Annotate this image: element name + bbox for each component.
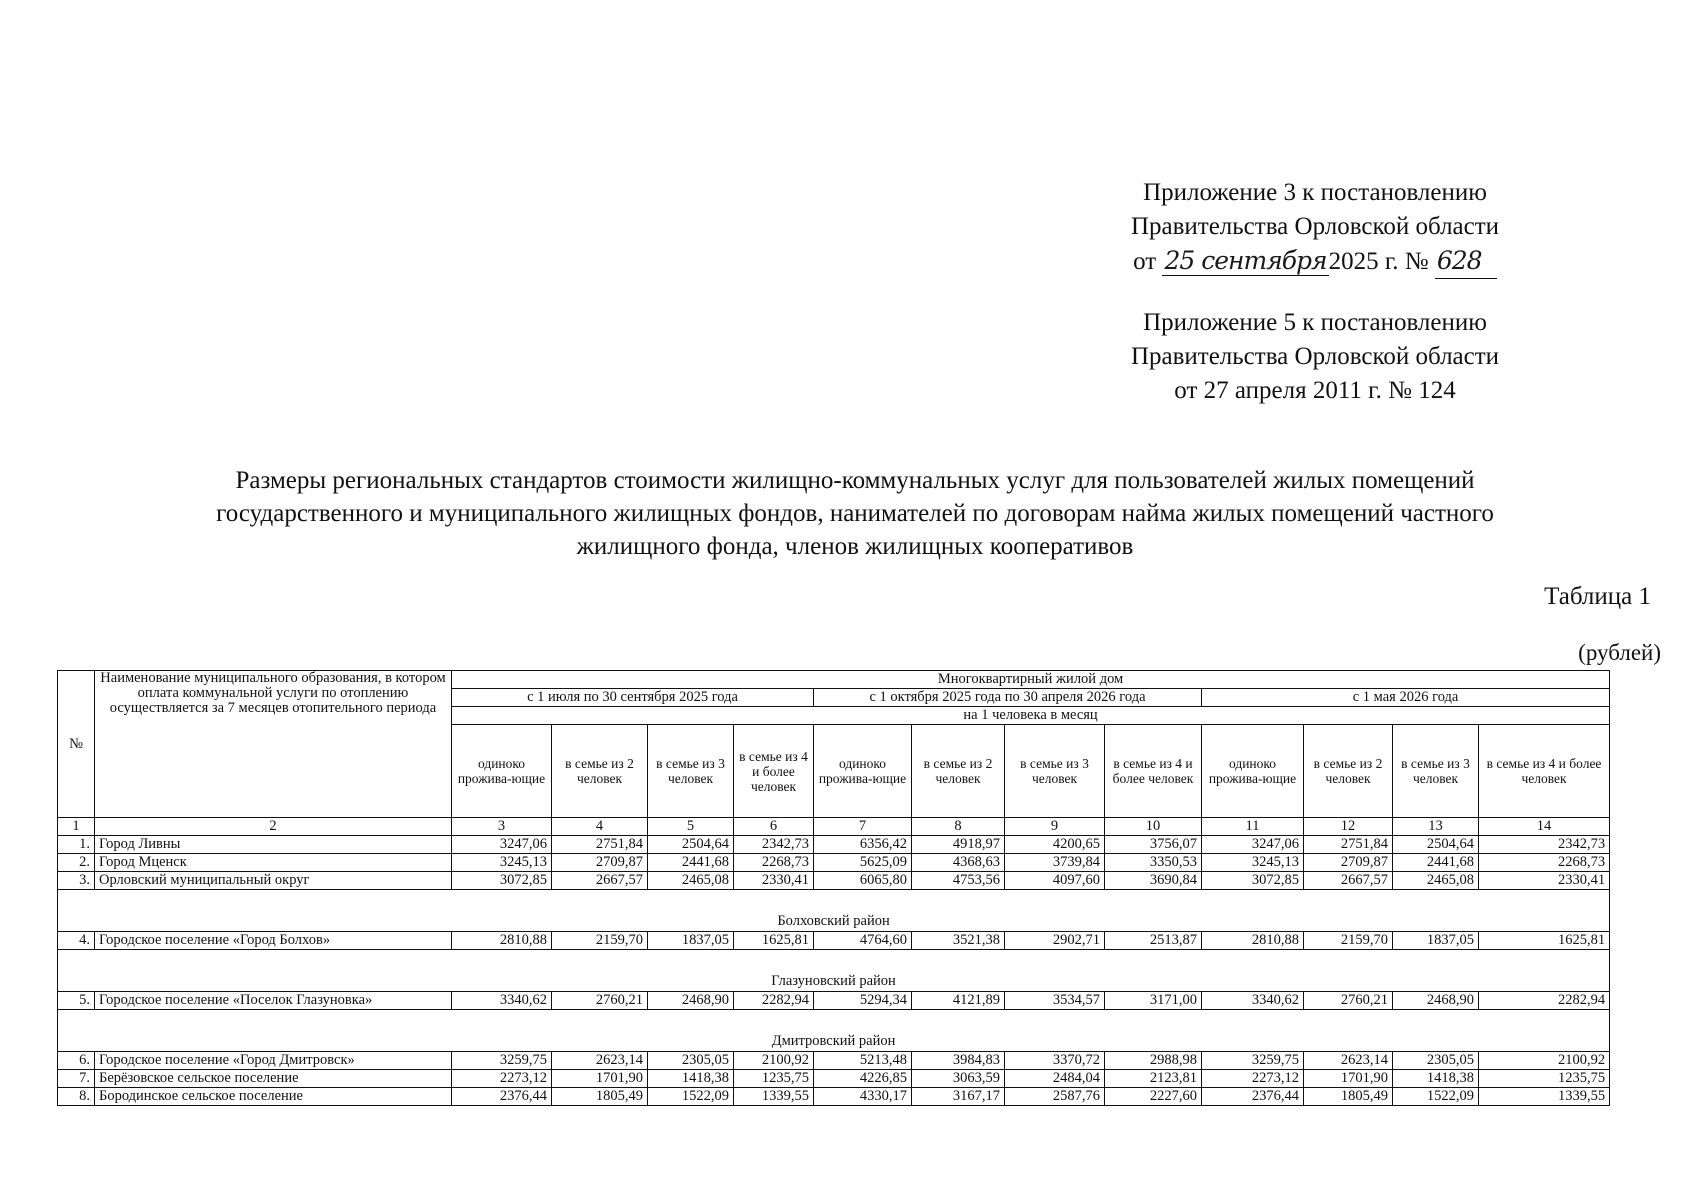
cost-value: 2268,73 (734, 854, 814, 872)
table-label: Таблица 1 (1544, 583, 1651, 610)
cost-value: 2623,14 (1304, 1052, 1393, 1070)
cost-value: 2305,05 (1393, 1052, 1479, 1070)
handwritten-number: 628 (1435, 244, 1497, 279)
cost-value: 1235,75 (1479, 1070, 1610, 1088)
cost-value: 3072,85 (1202, 872, 1304, 890)
cost-value: 2465,08 (648, 872, 734, 890)
cost-value: 1418,38 (1393, 1070, 1479, 1088)
subcolumn-header: в семье из 2 человек (1304, 725, 1393, 818)
cost-value: 1837,05 (1393, 932, 1479, 950)
cost-value: 5294,34 (814, 992, 912, 1010)
cost-value: 2810,88 (1202, 932, 1304, 950)
cost-value: 3245,13 (452, 854, 552, 872)
table-row (58, 1070, 1610, 1088)
handwritten-date: 25 сентября (1164, 246, 1327, 275)
cost-value: 1235,75 (734, 1070, 814, 1088)
cost-value: 2282,94 (734, 992, 814, 1010)
header-period-2: с 1 октября 2025 года по 30 апреля 2026 года (814, 689, 1202, 707)
standards-table (57, 670, 1610, 1106)
subcolumn-header: в семье из 2 человек (912, 725, 1005, 818)
cost-value: 3984,83 (912, 1052, 1005, 1070)
cost-value: 3245,13 (1202, 854, 1304, 872)
cost-value: 2810,88 (452, 932, 552, 950)
cost-value: 3534,57 (1005, 992, 1105, 1010)
cost-value: 3259,75 (1202, 1052, 1304, 1070)
cost-value: 2760,21 (552, 992, 648, 1010)
cost-value: 4330,17 (814, 1088, 912, 1106)
district-header-row (58, 950, 1610, 992)
subcolumn-header: в семье из 4 и более человек (1105, 725, 1202, 818)
table-row (58, 872, 1610, 890)
municipality-name: Городское поселение «Поселок Глазуновка» (95, 992, 452, 1010)
row-number: 2. (58, 854, 95, 872)
column-number: 6 (734, 818, 814, 836)
cost-value: 2342,73 (1479, 836, 1610, 854)
cost-value: 1701,90 (552, 1070, 648, 1088)
column-number: 10 (1105, 818, 1202, 836)
subcolumn-header: в семье из 4 и более человек (1479, 725, 1610, 818)
cost-value: 2273,12 (1202, 1070, 1304, 1088)
date-prefix: от (1133, 248, 1157, 275)
cost-value: 1837,05 (648, 932, 734, 950)
cost-value: 1339,55 (734, 1088, 814, 1106)
cost-value: 2902,71 (1005, 932, 1105, 950)
cost-value: 1805,49 (1304, 1088, 1393, 1106)
table-row (58, 1052, 1610, 1070)
cost-value: 4368,63 (912, 854, 1005, 872)
title-line1: Размеры региональных стандартов стоимости жилищно-коммунальных услуг для пользователей жилых помещений (235, 467, 1475, 494)
cost-value: 6356,42 (814, 836, 912, 854)
cost-value: 4226,85 (814, 1070, 912, 1088)
column-number: 8 (912, 818, 1005, 836)
cost-value: 1625,81 (734, 932, 814, 950)
cost-value: 4200,65 (1005, 836, 1105, 854)
table-row (58, 1088, 1610, 1106)
subcolumn-header: в семье из 3 человек (1005, 725, 1105, 818)
row-number: 4. (58, 932, 95, 950)
row-number: 8. (58, 1088, 95, 1106)
appendix-original-line3: от 27 апреля 2011 г. № 124 (1174, 377, 1456, 404)
cost-value: 1418,38 (648, 1070, 734, 1088)
title-line3: жилищного фонда, членов жилищных кооперативов (576, 533, 1134, 560)
column-numbers-row (58, 818, 1610, 836)
header-period-1: с 1 июля по 30 сентября 2025 года (452, 689, 814, 707)
cost-value: 3521,38 (912, 932, 1005, 950)
cost-value: 2330,41 (1479, 872, 1610, 890)
subcolumn-header: в семье из 4 и более человек (734, 725, 814, 818)
appendix-current-line1: Приложение 3 к постановлению (1143, 179, 1487, 206)
cost-value: 2484,04 (1005, 1070, 1105, 1088)
cost-value: 1625,81 (1479, 932, 1610, 950)
cost-value: 6065,80 (814, 872, 912, 890)
subcolumn-header: одиноко прожива-ющие (452, 725, 552, 818)
cost-value: 2123,81 (1105, 1070, 1202, 1088)
municipality-name: Берёзовское сельское поселение (95, 1070, 452, 1088)
cost-value: 2504,64 (648, 836, 734, 854)
cost-value: 2667,57 (552, 872, 648, 890)
cost-value: 2751,84 (1304, 836, 1393, 854)
column-number: 5 (648, 818, 734, 836)
district-title: Дмитровский район (58, 1010, 1610, 1052)
cost-value: 2709,87 (552, 854, 648, 872)
title-line2: государственного и муниципального жилищных фондов, нанимателей по договорам найма жилых помещений частного (216, 500, 1494, 527)
municipality-name: Городское поселение «Город Дмитровск» (95, 1052, 452, 1070)
column-number: 4 (552, 818, 648, 836)
year-text: 2025 г. № (1328, 248, 1429, 275)
district-header-row (58, 890, 1610, 932)
column-number: 7 (814, 818, 912, 836)
column-number: 12 (1304, 818, 1393, 836)
row-number: 5. (58, 992, 95, 1010)
appendix-current-date-line (1085, 244, 1545, 279)
cost-value: 2227,60 (1105, 1088, 1202, 1106)
row-number: 3. (58, 872, 95, 890)
table-body (58, 818, 1610, 1106)
cost-value: 2305,05 (648, 1052, 734, 1070)
table-row (58, 854, 1610, 872)
cost-value: 1805,49 (552, 1088, 648, 1106)
subcolumn-header: в семье из 3 человек (1393, 725, 1479, 818)
cost-value: 3259,75 (452, 1052, 552, 1070)
cost-value: 2376,44 (1202, 1088, 1304, 1106)
cost-value: 2273,12 (452, 1070, 552, 1088)
cost-value: 2441,68 (1393, 854, 1479, 872)
cost-value: 3072,85 (452, 872, 552, 890)
table-row (58, 932, 1610, 950)
cost-value: 2342,73 (734, 836, 814, 854)
appendix-original-line1: Приложение 5 к постановлению (1143, 309, 1487, 336)
column-number: 14 (1479, 818, 1610, 836)
cost-value: 2159,70 (552, 932, 648, 950)
header-apartment-building: Многоквартирный жилой дом (452, 671, 1610, 689)
cost-value: 2268,73 (1479, 854, 1610, 872)
cost-value: 2100,92 (1479, 1052, 1610, 1070)
column-number: 3 (452, 818, 552, 836)
cost-value: 2760,21 (1304, 992, 1393, 1010)
cost-value: 3350,53 (1105, 854, 1202, 872)
cost-value: 5625,09 (814, 854, 912, 872)
cost-value: 2623,14 (552, 1052, 648, 1070)
cost-value: 1701,90 (1304, 1070, 1393, 1088)
district-title: Болховский район (58, 890, 1610, 932)
cost-value: 2667,57 (1304, 872, 1393, 890)
cost-value: 3739,84 (1005, 854, 1105, 872)
cost-value: 1522,09 (648, 1088, 734, 1106)
subcolumn-header: в семье из 3 человек (648, 725, 734, 818)
cost-value: 2468,90 (1393, 992, 1479, 1010)
row-number: 1. (58, 836, 95, 854)
cost-value: 2709,87 (1304, 854, 1393, 872)
municipality-name: Городское поселение «Город Болхов» (95, 932, 452, 950)
cost-value: 4764,60 (814, 932, 912, 950)
cost-value: 2376,44 (452, 1088, 552, 1106)
cost-value: 4121,89 (912, 992, 1005, 1010)
cost-value: 2468,90 (648, 992, 734, 1010)
cost-value: 2330,41 (734, 872, 814, 890)
cost-value: 2587,76 (1005, 1088, 1105, 1106)
cost-value: 2988,98 (1105, 1052, 1202, 1070)
appendix-original-line2: Правительства Орловской области (1130, 343, 1500, 370)
units-label: (рублей) (1578, 640, 1661, 665)
district-title: Глазуновский район (58, 950, 1610, 992)
column-number: 13 (1393, 818, 1479, 836)
cost-value: 3756,07 (1105, 836, 1202, 854)
cost-value: 4097,60 (1005, 872, 1105, 890)
cost-value: 1522,09 (1393, 1088, 1479, 1106)
municipality-name: Город Ливны (95, 836, 452, 854)
column-number: 9 (1005, 818, 1105, 836)
cost-value: 3370,72 (1005, 1052, 1105, 1070)
cost-value: 5213,48 (814, 1052, 912, 1070)
header-no: № (58, 671, 95, 818)
cost-value: 3171,00 (1105, 992, 1202, 1010)
municipality-name: Бородинское сельское поселение (95, 1088, 452, 1106)
header-per-person: на 1 человека в месяц (452, 707, 1610, 725)
cost-value: 1339,55 (1479, 1088, 1610, 1106)
cost-value: 3247,06 (1202, 836, 1304, 854)
document-title (60, 464, 1650, 563)
cost-value: 3063,59 (912, 1070, 1005, 1088)
municipality-name: Орловский муниципальный округ (95, 872, 452, 890)
cost-value: 2100,92 (734, 1052, 814, 1070)
cost-value: 3340,62 (452, 992, 552, 1010)
column-number: 2 (95, 818, 452, 836)
cost-value: 2465,08 (1393, 872, 1479, 890)
subcolumn-header: одиноко прожива-ющие (1202, 725, 1304, 818)
cost-value: 4753,56 (912, 872, 1005, 890)
appendix-current-header (1085, 176, 1545, 279)
municipality-name: Город Мценск (95, 854, 452, 872)
row-number: 7. (58, 1070, 95, 1088)
cost-value: 2159,70 (1304, 932, 1393, 950)
subcolumn-header: одиноко прожива-ющие (814, 725, 912, 818)
table-row (58, 992, 1610, 1010)
cost-value: 3247,06 (452, 836, 552, 854)
appendix-current-line2: Правительства Орловской области (1130, 213, 1500, 240)
column-number: 11 (1202, 818, 1304, 836)
column-number: 1 (58, 818, 95, 836)
cost-value: 2513,87 (1105, 932, 1202, 950)
cost-value: 2504,64 (1393, 836, 1479, 854)
cost-value: 3690,84 (1105, 872, 1202, 890)
cost-value: 2751,84 (552, 836, 648, 854)
district-header-row (58, 1010, 1610, 1052)
appendix-original-header (1085, 306, 1545, 408)
row-number: 6. (58, 1052, 95, 1070)
cost-value: 2282,94 (1479, 992, 1610, 1010)
table-row (58, 836, 1610, 854)
cost-value: 4918,97 (912, 836, 1005, 854)
header-municipality: Наименование муниципального образования, в котором оплата коммунальной услуги по отоплению осуществляется за 7 месяцев отопительного периода (95, 671, 452, 818)
header-period-3: с 1 мая 2026 года (1202, 689, 1610, 707)
cost-value: 3167,17 (912, 1088, 1005, 1106)
cost-value: 3340,62 (1202, 992, 1304, 1010)
cost-value: 2441,68 (648, 854, 734, 872)
subcolumn-header: в семье из 2 человек (552, 725, 648, 818)
